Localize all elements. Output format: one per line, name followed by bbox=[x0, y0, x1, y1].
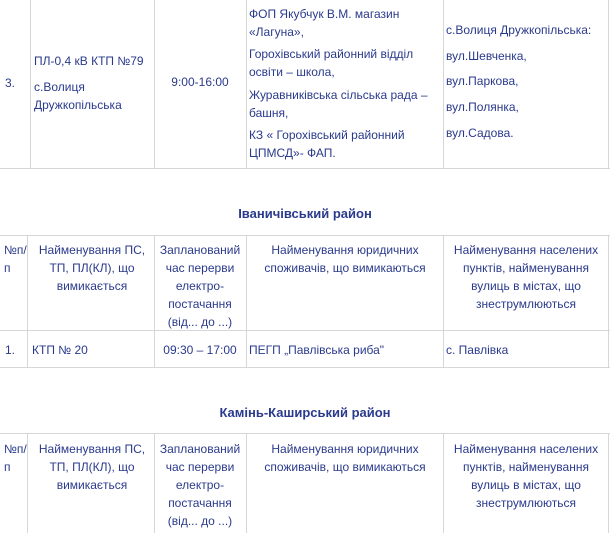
consumer-name: ПЕГП „Павлівська риба" bbox=[249, 343, 385, 357]
street-item: вул.Садова. bbox=[446, 126, 514, 140]
consumer-item: Горохівський районний відділ освіти – школа, bbox=[249, 47, 414, 79]
header-settlements: Найменування населених пунктів, найменування вулиць в містах, що знеструмлюються bbox=[453, 243, 599, 311]
grid-line bbox=[30, 0, 31, 168]
grid-line bbox=[443, 235, 444, 367]
grid-line bbox=[0, 433, 610, 434]
grid-line bbox=[608, 235, 609, 367]
section-title-ivanychivskyi: Іваничівський район bbox=[238, 206, 372, 221]
row-number: 1. bbox=[5, 343, 16, 357]
grid-line bbox=[443, 433, 444, 533]
header-number: №п/п bbox=[4, 243, 27, 275]
street-item: с.Волиця Дружкопільська: bbox=[446, 23, 592, 37]
street-item: вул.Паркова, bbox=[446, 74, 519, 88]
consumer-item: Журавниківська сільська рада – башня, bbox=[249, 88, 428, 120]
header-number: №п/п bbox=[4, 442, 27, 474]
consumer-item: КЗ « Горохівський районний ЦПМСД»- ФАП. bbox=[249, 128, 405, 160]
grid-line bbox=[0, 330, 610, 331]
header-ps: Найменування ПС, ТП, ПЛ(КЛ), що вимикається bbox=[38, 243, 146, 293]
header-consumers: Найменування юридичних споживачів, що вимикаються bbox=[264, 243, 426, 275]
header-time: Запланований час перерви електро-постачання (від... до ...) bbox=[159, 243, 241, 329]
grid-line bbox=[443, 0, 444, 168]
grid-line bbox=[0, 168, 610, 169]
header-settlements: Найменування населених пунктів, найменування вулиць в містах, що знеструмлюються bbox=[453, 442, 599, 510]
grid-line bbox=[0, 235, 610, 236]
street-item: вул.Полянка, bbox=[446, 100, 519, 114]
grid-line bbox=[0, 367, 610, 368]
power-line-place: с.Волиця Дружкопільська bbox=[34, 80, 122, 112]
street-item: вул.Шевченка, bbox=[446, 49, 527, 63]
grid-line bbox=[246, 433, 247, 533]
header-consumers: Найменування юридичних споживачів, що вимикаються bbox=[264, 442, 426, 474]
settlement-name: с. Павлівка bbox=[446, 343, 509, 357]
header-ps: Найменування ПС, ТП, ПЛ(КЛ), що вимикається bbox=[38, 442, 146, 492]
section-title-kamin-kashyrskyi: Камінь-Каширський район bbox=[219, 405, 391, 420]
grid-line bbox=[246, 0, 247, 168]
header-time: Запланований час перерви електро-постачання (від... до ...) bbox=[159, 442, 241, 528]
row-number: 3. bbox=[5, 76, 16, 90]
outage-time: 09:30 – 17:00 bbox=[163, 343, 237, 357]
grid-line bbox=[154, 433, 155, 533]
grid-line bbox=[608, 0, 609, 168]
power-line-name: ПЛ-0,4 кВ КТП №79 bbox=[34, 54, 144, 68]
substation-name: КТП № 20 bbox=[32, 343, 88, 357]
consumer-item: ФОП Якубчук В.М. магазин «Лагуна», bbox=[249, 7, 400, 39]
grid-line bbox=[608, 433, 609, 533]
outage-time: 9:00-16:00 bbox=[171, 75, 229, 89]
grid-line bbox=[246, 235, 247, 367]
